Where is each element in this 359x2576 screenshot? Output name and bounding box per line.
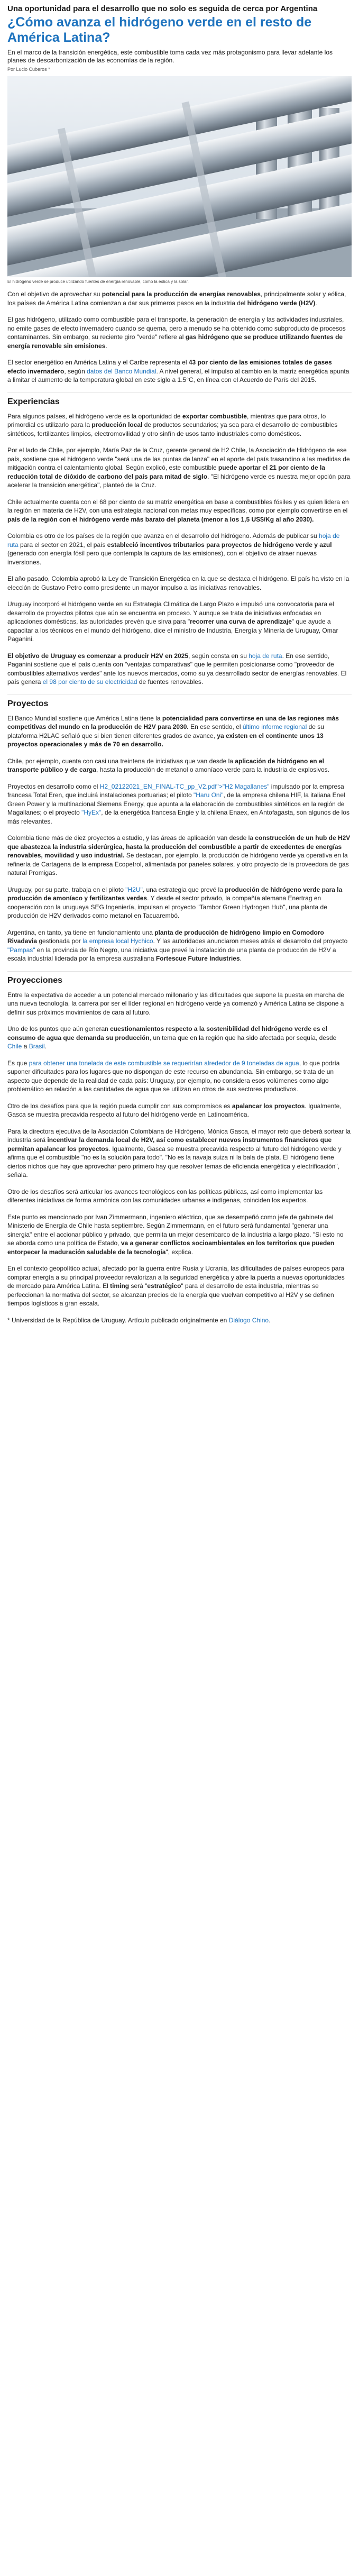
article-paragraph (7, 782, 352, 826)
inline-link[interactable]: datos del Banco Mundial (87, 367, 157, 375)
text-run: Es que (7, 1059, 29, 1067)
article-paragraph (7, 498, 352, 524)
text-run: El año pasado, Colombia aprobó la Ley de Transición Energética en la que se destaca el hidrógeno. El país ha visto en la elección de Gustavo Petro como presidente un mayor impulso a las iniciativas renovables. (7, 575, 349, 591)
article-paragraph (7, 1187, 352, 1205)
bold-text: puede aportar el 21 por ciento de la reducción total de dióxido de carbono del país para mitad de siglo (7, 464, 325, 480)
bold-text: potencial para la producción de energías renovables (102, 290, 261, 298)
text-run: Con el objetivo de aprovechar su (7, 290, 102, 298)
bold-text: timing (110, 1282, 130, 1290)
text-run: , un tema que en la región que ha sido afectada por sequía, desde (149, 1034, 337, 1042)
text-run: Se destacan, por ejemplo, la producción de hidrógeno verde ya operativa en la refinería de Cartagena de la empresa Ecopetrol, alimentada por paneles solares, y otro proyecto de la proveedora de gas natural Promigas. (7, 852, 349, 876)
text-run: . Igualmente, Gasca se muestra precavida respecto al futuro del hidrógeno verde en Latinoamérica. (7, 1102, 342, 1118)
inline-link[interactable]: la empresa local Hychico (82, 937, 153, 945)
footer-note-text: * Universidad de la República de Uruguay. Artículo publicado originalmente en (7, 1316, 229, 1324)
text-run: . Y las autoridades anunciaron meses atrás el desarrollo del proyecto (153, 937, 348, 945)
bold-text: estratégico (147, 1282, 181, 1290)
text-run: Uruguay incorporó el hidrógeno verde en su Estrategia Climática de Largo Plazo e impulsó una convocatoria para el desarrollo de proyectos pilotos que aún se encuentra en proceso. Y aunque se trata de iniciativas enfocadas en aplicaciones domésticas, las autoridades prevén que sirva para " (7, 600, 334, 625)
inline-link[interactable]: "Pampas" (7, 946, 35, 954)
article-paragraph (7, 1025, 352, 1051)
article-paragraph (7, 928, 352, 963)
author-suffix: * (48, 67, 50, 72)
bold-text: hidrógeno verde (H2V) (247, 299, 316, 307)
bold-text: cuestionamientos respecto a la sostenibilidad del hidrógeno verde es el consumo de agua que demanda su producción (7, 1025, 327, 1042)
text-run: En el contexto geopolítico actual, afectado por la guerra entre Rusia y Ucrania, las dificultades de países europeos para comprar energía a su principal proveedor revalorizan a la seguridad energética y abre la puerta a nuevas oportunidades de mercado para América Latina. El (7, 1265, 345, 1290)
hero-caption: El hidrógeno verde se produce utilizando fuentes de energía renovable, como la eólica y la solar. (7, 279, 189, 284)
text-run: Otro de los desafíos para que la región pueda cumplir con sus compromisos es (7, 1102, 232, 1110)
text-run: (generado con energía fósil pero que contempla la captura de las emisiones), con el objetivo de atraer nuevas inversiones. (7, 550, 317, 566)
text-run: Argentina, en tanto, ya tiene en funcionamiento una (7, 928, 155, 936)
bold-text: gas hidrógeno que se produce utilizando fuentes de energía renovable sin emisiones (7, 333, 343, 350)
article-paragraph (7, 885, 352, 920)
article-kicker: Una oportunidad para el desarrollo que no solo es seguida de cerca por Argentina (7, 4, 318, 13)
bold-text: El objetivo de Uruguay es comenzar a producir H2V en 2025 (7, 652, 189, 660)
article-sections (7, 392, 352, 1308)
bold-text: apalancar los proyectos (232, 1102, 305, 1110)
text-run: Este punto es mencionado por Ivan Zimmermann, ingeniero eléctrico, que se desempeñó como jefe de gabinete del Ministerio de Energía de Chile hasta septiembre. Según Zimmermann, en el futuro será fundamental "generar una sinergia" entre el accionar público y privado, que permita un mejor desembarco de la industria a largo plazo. "Si esto no se aborda como una política de Estado, (7, 1213, 344, 1247)
text-run: , principalmente solar y eólica, los países de América Latina comienzan a dar sus primeros pasos en la industria del (7, 290, 346, 307)
article-paragraph (7, 446, 352, 490)
article-paragraph (7, 1264, 352, 1308)
inline-link[interactable]: hoja de ruta (7, 532, 340, 549)
section-heading: Proyectos (7, 695, 352, 709)
text-run: . (44, 1043, 47, 1050)
article-paragraph (7, 1127, 352, 1180)
inline-link[interactable]: H2_02122021_EN_FINAL-TC_pp_V2.pdf">"H2 Magallanes" (99, 782, 270, 790)
text-run: " que ayude a capacitar a los técnicos en el mundo del hidrógeno, dice el ministro de Industria, Energía y Minería de Uruguay, Omar Paganini. (7, 618, 338, 643)
text-run: El gas hidrógeno, utilizado como combustible para el transporte, la generación de energía y las actividades industriales, no emite gases de efecto invernadero cuando se quema, pero a menudo se ha obtenido como subproducto de procesos contaminantes. Sin embargo, su reciente giro "verde" refiere al (7, 316, 346, 341)
article-paragraph (7, 600, 352, 644)
article-paragraph (7, 757, 352, 774)
text-run: , de la empresa chilena HIF, la italiana Enel Green Power y la multinacional Siemens Energy, que apunta a la elaboración de combustibles sintéticos en la región de Magallanes; o el proyecto (7, 791, 345, 816)
bold-text: producción de hidrógeno verde para la producción de amoníaco y fertilizantes verdes (7, 885, 343, 902)
text-run: de productos secundarios; ya sea para el desarrollo de combustibles sintéticos, fertilizantes limpios, electromovilidad y otro sinfín de usos tanto industriales como domésticos. (7, 421, 338, 437)
text-run: Entre la expectativa de acceder a un potencial mercado millonario y las dificultades que supone la puesta en marcha de una nueva tecnología, la carrera por ser el líder regional en hidrógeno verde ya comenzó y América Latina se dispone a definir sus próximos movimientos de cara al futuro. (7, 991, 345, 1016)
inline-link[interactable]: "HyEx" (81, 809, 102, 816)
inline-link[interactable]: el 98 por ciento de su electricidad (42, 678, 137, 686)
article-paragraph (7, 1102, 352, 1119)
article-lead: En el marco de la transición energética, este combustible toma cada vez más protagonismo para llevar adelante los planes de descarbonización de las economías de la región. (7, 49, 333, 64)
text-run: , hasta la producción de metanol o amoníaco verde para la industria de explosivos. (96, 766, 329, 773)
text-run: ", explica. (165, 1248, 194, 1256)
article-paragraph (7, 532, 352, 567)
text-run: gestionada por (37, 937, 83, 945)
text-run: . "El hidrógeno verde es nuestra mejor opción para acelerar la transición energética", planteó de la Cruz. (7, 472, 351, 489)
bold-text: construcción de un hub de H2V que abastezca la industria siderúrgica, hasta la producción del combustible a partir de excedentes de energías renovables, movilidad y uso industrial. (7, 834, 351, 859)
text-run: será " (129, 1282, 148, 1290)
text-run: Chile actualmente cuenta con el 68 por ciento de su matriz energética en base a combustibles fósiles y es quien lidera en la región en materia de H2V, con una estrategia nacional con metas muy específicas, como por ejemplo convertirse en el (7, 498, 349, 514)
article-paragraph (7, 1213, 352, 1257)
bold-text: 43 por ciento de las emisiones totales de gases efecto invernadero (7, 359, 332, 375)
byline-prefix: Por (7, 67, 15, 72)
bold-text: producción local (91, 421, 143, 428)
footer-note-end: . (269, 1316, 271, 1324)
author-link[interactable]: Lucio Cuberos (16, 67, 47, 72)
article-paragraph (7, 1059, 352, 1094)
section-heading: Proyecciones (7, 971, 352, 985)
article-paragraph (7, 714, 352, 749)
byline (7, 67, 352, 72)
article-paragraph (7, 412, 352, 439)
text-run: . (240, 955, 242, 962)
bold-text: aplicación de hidrógeno en el transporte público y de carga (7, 757, 324, 773)
text-run: Proyectos en desarrollo como el (7, 782, 100, 790)
text-run: Colombia tiene más de diez proyectos a estudio, y las áreas de aplicación van desde la (7, 834, 255, 842)
text-run: , de la energética francesa Engie y la chilena Enaex, en Antofagasta, son algunos de los más relevantes. (7, 809, 349, 825)
text-run: impulsado por la empresa francesa Total Eren, que incluirá instalaciones portuarias; el piloto (7, 782, 344, 799)
bold-text: país de la región con el hidrógeno verde más barato del planeta (menor a los 1,5 US$/Kg al año 2030). (7, 515, 314, 523)
text-run: a (22, 1043, 29, 1050)
text-run: en la provincia de Río Negro, una iniciativa que prevé la instalación de una planta de producción de H2V a escala industrial liderada por la empresa australiana (7, 946, 336, 962)
text-run: Por el lado de Chile, por ejemplo, María Paz de la Cruz, gerente general de H2 Chile, la Asociación de Hidrógeno de ese país, sostiene que el hidrógeno verde "será una de las puntas de lanza" en el aporte del país trasandino a las medidas de mitigación contra el calentamiento global. Según explicó, este combustible (7, 446, 350, 471)
text-run: Uruguay, por su parte, trabaja en el piloto (7, 885, 126, 893)
bold-text: exportar combustible (182, 412, 247, 420)
text-run: de fuentes renovables. (137, 678, 204, 686)
bold-text: ya existen en el continente unos 13 proyectos operacionales y más de 70 en desarrollo. (7, 732, 324, 748)
article-paragraph (7, 315, 352, 350)
article-paragraph (7, 290, 352, 307)
footer-note (7, 1316, 352, 1324)
text-run: . A nivel general, el impulso al cambio en la matriz energética apunta a limitar el aumento de la temperatura global en este siglo a 1.5°C, en línea con el Acuerdo de París del 2015. (7, 367, 349, 383)
text-run: . (105, 342, 107, 350)
text-run: . Igualmente, Gasca se muestra precavida respecto al futuro del hidrógeno verde y afirma que el combustible "no es la solución para todo". "No es la navaja suiza ni la bala de plata. El hidrógeno tiene ciertos nichos que hay que aprovechar pero primero hay que resolver temas de eficiencia energética y electrificación", señala. (7, 1145, 342, 1179)
text-run: En ese sentido, el (188, 723, 243, 730)
text-run: , según (64, 367, 87, 375)
text-run: . En ese sentido, Paganini sostiene que el país cuenta con "ventajas comparativas" que le permiten posicionarse como "proveedor de combustibles alternativos verdes" ante los nuevos mercados, como su ya desarrollado sector de energías renovables. El país genera (7, 652, 347, 686)
inline-link[interactable]: Chile (7, 1043, 22, 1050)
inline-link[interactable]: último informe regional (242, 723, 307, 730)
text-run: , mientras que para otros, lo primordial es utilizarlo para la (7, 412, 326, 428)
article-paragraph (7, 358, 352, 385)
text-run: para el sector en 2021, el país (18, 541, 107, 549)
bold-text: planta de producción de hidrógeno limpio en Comodoro Rivadavia (7, 928, 324, 945)
bold-text: Fortescue Future Industries (155, 955, 240, 962)
source-link[interactable]: Diálogo Chino (228, 1316, 269, 1324)
text-run: El sector energético en América Latina y el Caribe representa el (7, 359, 189, 366)
bold-text: incentivar la demanda local de H2V, así como establecer nuevos instrumentos financieros que permitan apalancar los proyectos (7, 1136, 332, 1153)
text-run: Colombia es otro de los países de la región que avanza en el desarrollo del hidrógeno. Además de publicar su (7, 532, 319, 540)
bold-text: estableció incentivos tributarios para proyectos de hidrógeno verde y azul (107, 541, 332, 549)
bold-text: recorrer una curva de aprendizaje (190, 618, 292, 625)
text-run: Chile, por ejemplo, cuenta con casi una treintena de iniciativas que van desde la (7, 757, 235, 765)
inline-link[interactable]: "H2U" (125, 885, 143, 893)
hero-image (7, 76, 352, 277)
text-run: Otro de los desafíos será articular los avances tecnológicos con las políticas públicas, así como implementar las diferentes iniciativas de forma armónica con las comunidades urbanas e indígenas, coinciden los expertos. (7, 1187, 323, 1204)
text-run: Uno de los puntos que aún generan (7, 1025, 111, 1033)
text-run: El Banco Mundial sostiene que América Latina tiene la (7, 714, 162, 722)
text-run: Para la directora ejecutiva de la Asociación Colombiana de Hidrógeno, Mónica Gasca, el mayor reto que deberá sortear la industria será (7, 1127, 351, 1144)
article-paragraph (7, 834, 352, 878)
text-run: , según consta en su (188, 652, 249, 660)
inline-link[interactable]: para obtener una tonelada de este combustible se requerirían alrededor de 9 toneladas de agua (29, 1059, 299, 1067)
text-run: " para el desarrollo de esta industria, mientras se perfeccionan la normativa del sector, se alcanzan precios de la energía que vuelvan competitivo al H2V y se definen tiempos logísticos a gran escala. (7, 1282, 334, 1307)
article-paragraph (7, 574, 352, 592)
text-run: Para algunos países, el hidrógeno verde es la oportunidad de (7, 412, 182, 420)
text-run: , lo que podría suponer dificultades para los lugares que no dispongan de este recurso en abundancia. Sin embargo, se trata de un aspecto que depende de la realidad de cada país: Uruguay, por ejemplo, no considera esos volúmenes como algo problemático en relación a las cantidades de agua que se utilizan en otros de sus sectores productivos. (7, 1059, 340, 1093)
hydrogen-pipes-illustration (7, 76, 352, 277)
inline-link[interactable]: Brasil (29, 1043, 45, 1050)
text-run: de su plataforma H2LAC señaló que si bien tienen diferentes grados de avance, (7, 723, 324, 739)
intro-paragraphs (7, 290, 352, 385)
article-title: ¿Cómo avanza el hidrógeno verde en el resto de América Latina? (7, 15, 312, 45)
text-run: . Y desde el sector privado, la compañía alemana Enertrag en cooperación con la uruguaya SEG Ingeniería, impulsan el proyecto "Tambor Green Hydrogen Hub", una planta de producción de H2V derivados como metanol en Tacuarembó. (7, 894, 327, 919)
text-run: , una estrategia que prevé la (142, 885, 225, 893)
section-heading: Experiencias (7, 392, 352, 407)
article-paragraph (7, 652, 352, 687)
inline-link[interactable]: hoja de ruta (248, 652, 282, 660)
bold-text: potencialidad para convertirse en una de las regiones más competitivas del mundo en la producción de H2V para 2030. (7, 714, 339, 730)
bold-text: va a generar conflictos socioambientales en los territorios que pueden entorpecer la maduración saludable de la tecnología (7, 1239, 335, 1256)
inline-link[interactable]: "Haru Oni" (193, 791, 224, 799)
article-paragraph (7, 991, 352, 1017)
text-run: . (315, 299, 317, 307)
